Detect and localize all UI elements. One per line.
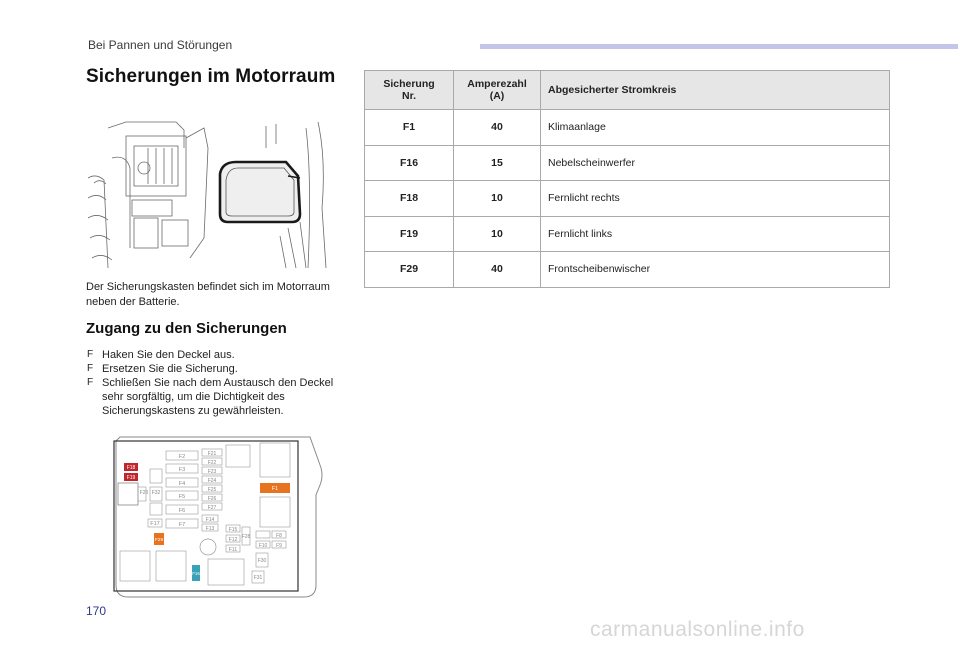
fuse-label-f12: F12	[228, 537, 238, 543]
page-title: Sicherungen im Motorraum	[86, 66, 336, 87]
table-row	[365, 145, 890, 181]
fuse-label-f8: F8	[276, 533, 282, 539]
cell-amps: 40	[454, 252, 541, 288]
bullet-icon: F	[87, 363, 94, 374]
bullet-icon: F	[87, 349, 94, 360]
fuse-label-f1: F1	[271, 486, 279, 492]
cell-amps: 40	[454, 110, 541, 146]
cell-fuse: F1	[365, 110, 454, 146]
fuse-label-f32: F32	[151, 490, 161, 496]
cell-circuit: Fernlicht links	[541, 216, 890, 252]
step-text: Haken Sie den Deckel aus.	[102, 349, 235, 361]
cell-amps: 10	[454, 181, 541, 217]
engine-compartment-illustration	[86, 118, 334, 272]
section-title: Bei Pannen und Störungen	[88, 38, 233, 52]
fuse-label-f22: F22	[207, 460, 217, 466]
watermark: carmanualsonline.info	[590, 618, 805, 641]
fuse-label-f23: F23	[207, 469, 217, 475]
table-row	[365, 252, 890, 288]
fuse-label-f9: F9	[276, 543, 282, 549]
fuse-label-f16: F16	[192, 571, 200, 576]
fuse-label-f3: F3	[178, 467, 186, 473]
list-item	[86, 376, 356, 418]
fuse-box-diagram	[110, 435, 332, 600]
table-header-row	[365, 71, 890, 110]
access-steps	[86, 348, 356, 418]
fuse-label-f19: F19	[126, 475, 136, 481]
list-item	[86, 348, 356, 362]
fuse-label-f24: F24	[207, 478, 217, 484]
cell-circuit: Nebelscheinwerfer	[541, 145, 890, 181]
cell-fuse: F29	[365, 252, 454, 288]
table-row	[365, 110, 890, 146]
header-fuse-number: Sicherung Nr.	[365, 71, 454, 110]
fuse-label-f17: F17	[150, 521, 160, 527]
table-row	[365, 181, 890, 217]
bullet-icon: F	[87, 377, 94, 388]
cell-fuse: F18	[365, 181, 454, 217]
fuse-label-f10: F10	[258, 543, 268, 549]
fuse-label-f15: F15	[228, 527, 238, 533]
fuse-label-f21: F21	[207, 451, 217, 457]
access-heading: Zugang zu den Sicherungen	[86, 320, 287, 337]
fuse-label-f25: F25	[207, 487, 217, 493]
fuse-label-f29: F29	[154, 538, 164, 543]
cell-fuse: F19	[365, 216, 454, 252]
fuse-label-f27: F27	[207, 505, 217, 511]
fuse-label-f14: F14	[205, 517, 215, 523]
cell-fuse: F16	[365, 145, 454, 181]
fuse-label-f11: F11	[228, 547, 238, 553]
cell-amps: 10	[454, 216, 541, 252]
fuse-label-f13: F13	[205, 526, 215, 532]
fuse-label-f6: F6	[178, 508, 186, 514]
cell-circuit: Frontscheibenwischer	[541, 252, 890, 288]
fuse-label-f7: F7	[178, 522, 186, 528]
fuse-label-f18: F18	[126, 465, 136, 471]
step-text: Ersetzen Sie die Sicherung.	[102, 363, 238, 375]
fuse-label-f28: F28	[241, 534, 251, 540]
cell-circuit: Fernlicht rechts	[541, 181, 890, 217]
cell-amps: 15	[454, 145, 541, 181]
fuse-label-f20: F20	[139, 490, 149, 496]
fuse-label-f4: F4	[178, 481, 186, 487]
fuse-label-f31: F31	[253, 575, 263, 581]
step-text: Schließen Sie nach dem Austausch den Deckel sehr sorgfältig, um die Dichtigkeit des Sicherungskastens zu gewährleisten.	[102, 377, 334, 417]
fuse-label-f5: F5	[178, 494, 186, 500]
intro-text: Der Sicherungskasten befindet sich im Motorraum neben der Batterie.	[86, 281, 330, 308]
fuse-label-f2: F2	[178, 454, 186, 460]
table-row	[365, 216, 890, 252]
header-amperage: Amperezahl (A)	[454, 71, 541, 110]
cell-circuit: Klimaanlage	[541, 110, 890, 146]
header-accent-bar	[480, 44, 958, 49]
fuse-label-f30: F30	[257, 558, 267, 564]
header-circuit: Abgesicherter Stromkreis	[541, 71, 890, 110]
fuse-label-f26: F26	[207, 496, 217, 502]
fuse-table	[364, 70, 890, 288]
page-number: 170	[86, 604, 107, 618]
list-item	[86, 362, 356, 376]
